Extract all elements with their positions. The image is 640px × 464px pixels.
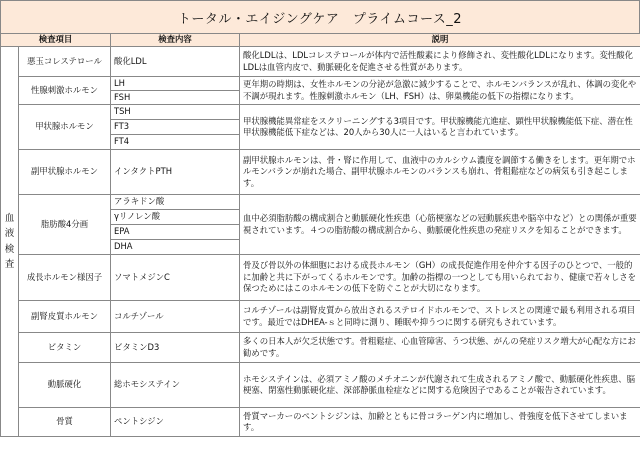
table-row: [1, 150, 640, 195]
table-row: [1, 255, 640, 301]
content-cell: DHA: [111, 240, 240, 255]
item-cell: 甲状腺ホルモン: [19, 105, 111, 150]
table-row: [1, 105, 640, 120]
description-cell: コルチゾールは副腎皮質から放出されるステロイドホルモンで、ストレスとの関連で最も利用される項目です。最近ではDHEA-ｓと同時に測り、睡眠や抑うつに関する研究もされています。: [240, 301, 640, 333]
item-cell: 脂肪酸4分画: [19, 195, 111, 255]
description-cell: 甲状腺機能異常症をスクリーニングする3項目です。甲状腺機能亢進症、顕性甲状腺機能低下症、潜在性甲状腺機能低下症などは、20人から30人に一人はいると言われています。: [240, 105, 640, 150]
content-cell: 総ホモシステイン: [111, 363, 240, 408]
table-row: [1, 408, 640, 437]
side-label: 血液検査: [4, 213, 15, 270]
content-cell: FSH: [111, 91, 240, 105]
table-row: [1, 301, 640, 333]
content-cell: ペントシジン: [111, 408, 240, 437]
content-cell: ビタミンD3: [111, 333, 240, 363]
table-row: [1, 363, 640, 408]
content-cell: ソマトメジンC: [111, 255, 240, 301]
description-cell: 酸化LDLは、LDLコレステロールが体内で活性酸素により修飾され、変性酸化LDLになります。変性酸化LDLは血管内皮で、動脈硬化を促進させる性質があります。: [240, 47, 640, 77]
item-cell: 悪玉コレステロール: [19, 47, 111, 77]
description-cell: 血中必須脂肪酸の構成割合と動脈硬化性疾患（心筋梗塞などの冠動脈疾患や脳卒中など）との関係が重要視されています。４つの脂肪酸の構成割合から、動脈硬化性疾患の発症リスクを知ることができます。: [240, 195, 640, 255]
content-cell: LH: [111, 77, 240, 91]
item-cell: 成長ホルモン様因子: [19, 255, 111, 301]
content-cell: FT3: [111, 120, 240, 135]
exam-table: [0, 33, 640, 437]
description-cell: 骨及び骨以外の体細胞における成長ホルモン（GH）の成長促進作用を仲介する因子のひとつで、一般的に加齢と共に下がってくるホルモンです。加齢の指標の一つとしても用いられており、健康で若々しさを保つためにはこのホルモンの低下を防ぐことが大切になります。: [240, 255, 640, 301]
content-cell: コルチゾール: [111, 301, 240, 333]
description-cell: 更年期の時期は、女性ホルモンの分泌が急激に減少することで、ホルモンバランスが乱れ、体調の変化や不調が現れます。性腺刺激ホルモン（LH、FSH）は、卵巣機能の低下の指標になります。: [240, 77, 640, 105]
page-title: トータル・エイジングケア プライムコース_2: [0, 0, 640, 34]
item-cell: 性腺刺激ホルモン: [19, 77, 111, 105]
content-cell: γリノレン酸: [111, 210, 240, 225]
item-cell: 副腎皮質ホルモン: [19, 301, 111, 333]
item-cell: 副甲状腺ホルモン: [19, 150, 111, 195]
content-cell: アラキドン酸: [111, 195, 240, 210]
table-row: [1, 333, 640, 363]
header-content: 検査内容: [111, 34, 240, 47]
description-cell: 骨質マーカーのペントシジンは、加齢とともに骨コラーゲン内に増加し、骨強度を低下させてしまいます。: [240, 408, 640, 437]
table-header-row: [1, 34, 640, 47]
table-row: [1, 77, 640, 91]
header-item: 検査項目: [1, 34, 111, 47]
item-cell: 骨質: [19, 408, 111, 437]
content-cell: EPA: [111, 225, 240, 240]
description-cell: 副甲状腺ホルモンは、骨・腎に作用して、血液中のカルシウム濃度を調節する働きをします。更年期でホルモンバランが崩れた場合、副甲状腺ホルモンのバランスも崩れ、骨粗鬆症などの病気も引き起こします。: [240, 150, 640, 195]
side-label-cell: [1, 47, 19, 437]
content-cell: TSH: [111, 105, 240, 120]
content-cell: 酸化LDL: [111, 47, 240, 77]
table-row: [1, 47, 640, 77]
content-cell: FT4: [111, 135, 240, 150]
description-cell: 多くの日本人が欠乏状態です。骨粗鬆症、心血管障害、うつ状態、がんの発症リスク増大が心配な方にお勧めです。: [240, 333, 640, 363]
content-cell: インタクトPTH: [111, 150, 240, 195]
description-cell: ホモシステインは、必須アミノ酸のメチオニンが代謝されて生成されるアミノ酸で、動脈硬化性疾患、脳梗塞、閉塞性動脈硬化症、深部静脈血栓症などに関する危険因子であることが報告されています。: [240, 363, 640, 408]
header-description: 説明: [240, 34, 640, 47]
item-cell: ビタミン: [19, 333, 111, 363]
item-cell: 動脈硬化: [19, 363, 111, 408]
table-row: [1, 195, 640, 210]
